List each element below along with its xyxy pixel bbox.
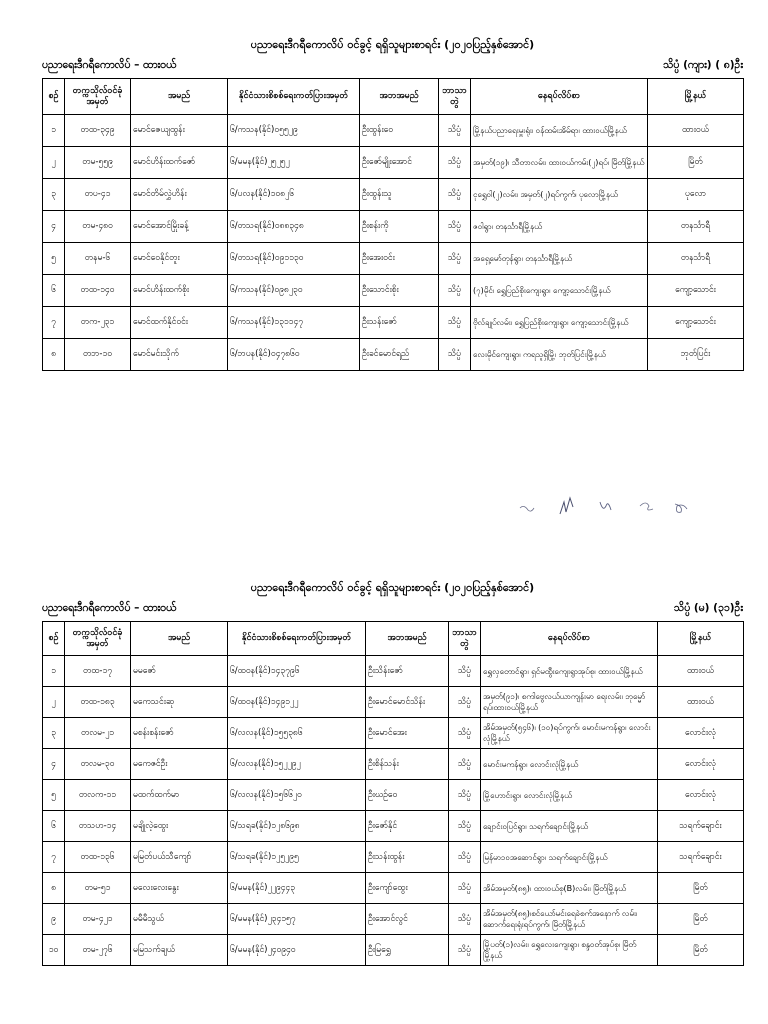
cell-township: မြိတ် (658, 904, 744, 935)
cell-exam-roll: တမ-၅၁ (65, 873, 131, 904)
cell-address: မြို့ပတ်(၁)လမ်း၊ ရွှေလေးကျေးရွာ၊ စန္ဒဝတ်အုပ်စု၊ မြိတ်မြို့နယ် (481, 935, 658, 966)
cell-no: ၅ (43, 243, 65, 275)
cell-exam-roll: တလက-၁၁ (65, 780, 131, 811)
table-body (43, 656, 744, 966)
cell-township: ကျော့သောင်း (648, 275, 744, 307)
students-table (42, 78, 744, 371)
cell-no: ၁ (43, 115, 65, 147)
cell-address: ဗိုလ်ချုပ်လမ်း၊ ရွှေပြည်စိုးကျေးရွာ၊ ကျော့သောင်းမြို့နယ် (471, 307, 648, 339)
cell-name: မောင်ဇေယျထွန်း (131, 115, 228, 147)
cell-address: အမှတ်(၉၁)၊ စကါဗွေလယ်ယာကျန်းမာ ရေးလမ်း၊ ဘုမ္မော်ရပ်၊ထားဝယ်မြို့နယ် (481, 687, 658, 718)
cell-exam-roll: တထ-၁၄၀ (65, 275, 131, 307)
cell-father: ဦးသန်းဇော် (360, 307, 439, 339)
cell-address: ချောင်းဝပြင်ရွာ၊ သရက်ချောင်းမြို့နယ် (481, 811, 658, 842)
cell-exam-roll: တထ-၁၃၆ (65, 842, 131, 873)
table-row (43, 243, 744, 275)
cell-father: ဦးအောင်လွင် (366, 904, 449, 935)
section-female-science (42, 581, 743, 966)
cell-nrc: ၆/လလန(နိုင်)၁၅၆၆၂၀ (228, 780, 366, 811)
cell-subject: သိပ္ပံ (449, 811, 481, 842)
table-row (43, 339, 744, 371)
cell-exam-roll: တထ-၁၈၃ (65, 687, 131, 718)
cell-address: အိမ်အမှတ်(၈၅)၊စင်ယော်မင်းရေခဲစက်အနောက် လမ်း၊ ဆောက်ရေးရုံးရပ်ကွက်၊ မြိတ်မြို့နယ် (481, 904, 658, 935)
cell-name: မကေသင်းဆု (131, 687, 228, 718)
cell-subject: သိပ္ပံ (449, 718, 481, 749)
cell-nrc: ၆/ပလန(နိုင်)၁၀၈၂၆ (228, 179, 360, 211)
col-header-no: စဉ် (43, 79, 65, 115)
count-label: သိပ္ပံ (မ) (၃၁)ဦး (674, 602, 743, 614)
col-header-exam-roll: တက္ကသိုလ်ဝင်ခုံအမှတ် (65, 79, 131, 115)
cell-nrc: ၆/မမန(နိုင်)၂၂၉၄၄၃ (228, 873, 366, 904)
cell-nrc: ၆/ထဝန(နိုင်)၁၄၃၇၉၆ (228, 656, 366, 687)
cell-address: မြို့ဟောင်းရွာ၊ လောင်းလုံမြို့နယ် (481, 780, 658, 811)
cell-township: တနင်္သာရီ (648, 211, 744, 243)
cell-exam-roll: တက-၂၃၁ (65, 307, 131, 339)
cell-nrc: ၆/ကသန(နိုင်)၀၅၅၂၉ (228, 115, 360, 147)
cell-township: ကျော့သောင်း (648, 307, 744, 339)
cell-township: လောင်းလုံ (658, 780, 744, 811)
cell-township: မြိတ် (648, 147, 744, 179)
cell-subject: သိပ္ပံ (439, 339, 471, 371)
cell-township: မြိတ် (658, 873, 744, 904)
cell-no: ၇ (43, 842, 65, 873)
count-label: သိပ္ပံ (ကျား) ( ၈)ဦး (663, 59, 743, 71)
cell-nrc: ၆/သရခ(နိုင်)၁၂၈၆၉၈ (228, 811, 366, 842)
table-row (43, 780, 744, 811)
table-row (43, 687, 744, 718)
section-male-science (42, 38, 743, 371)
cell-father: ဦးသောင်းစိုး (360, 275, 439, 307)
cell-subject: သိပ္ပံ (439, 275, 471, 307)
cell-no: ၆ (43, 275, 65, 307)
signatures (515, 496, 725, 518)
college-name: ပညာရေးဒီဂရီကောလိပ် – ထားဝယ် (42, 59, 177, 71)
cell-exam-roll: တလမ-၂၁ (65, 718, 131, 749)
cell-address: ဇဝါရွာ၊ တနင်္သာရီမြို့နယ် (471, 211, 648, 243)
cell-subject: သိပ္ပံ (449, 656, 481, 687)
cell-name: မစန်းစန်းဇော် (131, 718, 228, 749)
cell-address: အရှေ့မော်တုန်ရွာ၊ တနင်္သာရီမြို့နယ် (471, 243, 648, 275)
col-header-name: အမည် (131, 622, 228, 656)
cell-nrc: ၆/လလန(နိုင်)၁၅၅၃၈၆ (228, 718, 366, 749)
cell-exam-roll: တမ-၄၈၀ (65, 211, 131, 243)
cell-no: ၈ (43, 873, 65, 904)
cell-father: ဦးဇော်မျိုးအောင် (360, 147, 439, 179)
cell-exam-roll: တပ-၄၁ (65, 179, 131, 211)
subheader-row (42, 601, 743, 615)
cell-father: ဦးအေးဝင်း (360, 243, 439, 275)
cell-father: ဦးထွန်းသူ (360, 179, 439, 211)
cell-no: ၁ (43, 656, 65, 687)
cell-nrc: ၆/လလန(နိုင်)၁၅၂၂၉၂ (228, 749, 366, 780)
cell-township: တနင်္သာရီ (648, 243, 744, 275)
cell-subject: သိပ္ပံ (449, 873, 481, 904)
col-header-father: အဘအမည် (366, 622, 449, 656)
cell-no: ၉ (43, 904, 65, 935)
cell-nrc: ၆/မမန(နိုင်)၂၃၄၁၅၇ (228, 904, 366, 935)
cell-subject: သိပ္ပံ (449, 935, 481, 966)
cell-address: အိမ်အမှတ်(၅၄၆)၊ (၁၀)ရပ်ကွက်၊ မောင်းမကန်ရွာ၊ လောင်းလုံမြို့နယ် (481, 718, 658, 749)
col-header-address: နေရပ်လိပ်စာ (481, 622, 658, 656)
cell-no: ၃ (43, 718, 65, 749)
cell-name: မောင်ဝေနိုင်တူး (131, 243, 228, 275)
table-row (43, 811, 744, 842)
cell-father: ဦးသိန်းဇော် (366, 656, 449, 687)
cell-father: ဦးစန်းကို (360, 211, 439, 243)
col-header-address: နေရပ်လိပ်စာ (471, 79, 648, 115)
cell-exam-roll: တလမ-၃၀ (65, 749, 131, 780)
table-header-row (43, 79, 744, 115)
cell-father: ဦးကျော်ထွေး (366, 873, 449, 904)
cell-no: ၂ (43, 687, 65, 718)
document-title: ပညာရေးဒီဂရီကောလိပ် ဝင်ခွင့် ရရှိသူများစာရင်း (၂၀၂၀ပြည့်နှစ်အောင်) (250, 581, 535, 594)
cell-name: မမီမီသွယ် (131, 904, 228, 935)
cell-township: လောင်းလုံ (658, 749, 744, 780)
cell-nrc: ၆/ထဝန(နိုင်)၁၄၉၁၂၂ (228, 687, 366, 718)
cell-subject: သိပ္ပံ (449, 687, 481, 718)
table-row (43, 115, 744, 147)
cell-exam-roll: တဘ-၁၀ (65, 339, 131, 371)
cell-nrc: ၆/ကသန(နိုင်)၀၉၈၂၃၀ (228, 275, 360, 307)
col-header-nrc: နိုင်ငံသားစိစစ်ရေးကတ်ပြားအမှတ် (228, 622, 366, 656)
cell-name: မလေးလေးနွေး (131, 873, 228, 904)
table-row (43, 749, 744, 780)
cell-no: ၆ (43, 811, 65, 842)
col-header-name: အမည် (131, 79, 228, 115)
cell-father: ဦးစိန်သန်း (366, 749, 449, 780)
cell-no: ၄ (43, 211, 65, 243)
cell-no: ၈ (43, 339, 65, 371)
cell-exam-roll: တမ-၄၂၁ (65, 904, 131, 935)
cell-address: အမှတ်(၁၉)၊ သီတာလမ်း၊ ထားဝယ်ကမ်း(၂)ရပ်၊ မြိတ်မြို့နယ် (471, 147, 648, 179)
cell-no: ၁၀ (43, 935, 65, 966)
col-header-father: အဘအမည် (360, 79, 439, 115)
cell-nrc: ၆/မမန(နိုင်)၂၅၂၅၂ (228, 147, 360, 179)
cell-exam-roll: တမ-၅၅၉ (65, 147, 131, 179)
document-title: ပညာရေးဒီဂရီကောလိပ် ဝင်ခွင့် ရရှိသူများစာရင်း (၂၀၂၀ပြည့်နှစ်အောင်) (250, 38, 535, 51)
cell-exam-roll: တမ-၂၇၆ (65, 935, 131, 966)
col-header-subject: ဘာသာတွဲ (439, 79, 471, 115)
cell-nrc: ၆/သရခ(နိုင်)၁၂၅၂၉၅ (228, 842, 366, 873)
table-row (43, 935, 744, 966)
cell-name: မမြတ်ပယ်သီကျော် (131, 842, 228, 873)
table-row (43, 307, 744, 339)
cell-no: ၂ (43, 147, 65, 179)
cell-no: ၃ (43, 179, 65, 211)
cell-township: ပုလော (648, 179, 744, 211)
cell-name: မကေဇင်ဦး (131, 749, 228, 780)
cell-township: သရက်ချောင်း (658, 811, 744, 842)
cell-name: မောင်အောင်မြိုးခန့် (131, 211, 228, 243)
cell-nrc: ၆/ကသန(နိုင်)၁၃၁၁၄၇ (228, 307, 360, 339)
cell-nrc: ၆/မမန(နိုင်)၂၄၀၉၄၀ (228, 935, 366, 966)
cell-exam-roll: တထ-၃၄၉ (65, 115, 131, 147)
cell-address: မောင်းမကန်ရွာ၊ လောင်းလုံမြို့နယ် (481, 749, 658, 780)
cell-subject: သိပ္ပံ (439, 115, 471, 147)
cell-address: (၇)မိုင်၊ ရွှေပြည်စိုးကျေးရွာ၊ ကျော့သောင်းမြို့နယ် (471, 275, 648, 307)
cell-name: မောင်ထက်နိုင်ဝင်း (131, 307, 228, 339)
cell-subject: သိပ္ပံ (449, 749, 481, 780)
cell-subject: သိပ္ပံ (449, 904, 481, 935)
cell-address: ရွှေလှတောင်ရွာ၊ ရှင်မထွီးကျေးရွာအုပ်စု၊ ထားဝယ်မြို့နယ် (481, 656, 658, 687)
table-row (43, 656, 744, 687)
cell-exam-roll: တသဟ-၁၄ (65, 811, 131, 842)
cell-township: သရက်ချောင်း (658, 842, 744, 873)
cell-subject: သိပ္ပံ (439, 211, 471, 243)
cell-name: မောင်ဟိန်းထက်စိုး (131, 275, 228, 307)
cell-father: ဦးမြရွှေ (366, 935, 449, 966)
cell-address: မြို့နယ်ပညာရေးမှူးရုံး၊ ဝန်ထမ်းအိမ်ရာ၊ ထားဝယ်မြို့နယ် (471, 115, 648, 147)
col-header-nrc: နိုင်ငံသားစိစစ်ရေးကတ်ပြားအမှတ် (228, 79, 360, 115)
table-row (43, 211, 744, 243)
subheader-row (42, 58, 743, 72)
cell-father: ဦးဃဉ်ဝေ (366, 780, 449, 811)
table-body (43, 115, 744, 371)
cell-address: မြန်မာ၁၀အဆောင်ရွာ၊ သရက်ချောင်းမြို့နယ် (481, 842, 658, 873)
cell-name: မောင်မင်းသိုက် (131, 339, 228, 371)
col-header-township: မြို့နယ် (658, 622, 744, 656)
col-header-exam-roll: တက္ကသိုလ်ဝင်ခုံအမှတ် (65, 622, 131, 656)
table-row (43, 275, 744, 307)
cell-no: ၅ (43, 780, 65, 811)
cell-name: မောင်ဟိန်းထက်ဇော် (131, 147, 228, 179)
cell-father: ဦးထွန်းဝေ (360, 115, 439, 147)
cell-father: ဦးသန်းထွန်း (366, 842, 449, 873)
col-header-no: စဉ် (43, 622, 65, 656)
table-row (43, 147, 744, 179)
col-header-subject: ဘာသာတွဲ (449, 622, 481, 656)
college-name: ပညာရေးဒီဂရီကောလိပ် – ထားဝယ် (42, 602, 177, 614)
cell-no: ၇ (43, 307, 65, 339)
table-header-row (43, 622, 744, 656)
cell-name: မောင်တိမ်လွှဲဟိန်း (131, 179, 228, 211)
cell-township: ထားဝယ် (648, 115, 744, 147)
table-row (43, 842, 744, 873)
cell-name: မမြသက်ချယ် (131, 935, 228, 966)
cell-name: မချိုလဲ့ထွေး (131, 811, 228, 842)
cell-name: မမဇော် (131, 656, 228, 687)
cell-nrc: ၆/တသရ(နိုင်)၀၉၁၁၃၀ (228, 243, 360, 275)
cell-father: ဦးဇော်နိုင် (366, 811, 449, 842)
cell-township: ထားဝယ် (658, 656, 744, 687)
cell-father: ဦးမောင်မောင်သိန်း (366, 687, 449, 718)
cell-address: ငုရွှေဝါ(၂)လမ်း၊ အမှတ်(၂)ရပ်ကွက်၊ ပုလောမြို့နယ် (471, 179, 648, 211)
cell-township: မြိတ် (658, 935, 744, 966)
cell-subject: သိပ္ပံ (439, 307, 471, 339)
cell-exam-roll: တထ-၁၇ (65, 656, 131, 687)
cell-exam-roll: တနမ-၆ (65, 243, 131, 275)
cell-name: မထက်ထက်မာ (131, 780, 228, 811)
cell-address: လေးမိုင်ကျေးရွာ၊ ကရသူရှိမြို့၊ ဘုတ်ပြင်းမြို့နယ် (471, 339, 648, 371)
col-header-township: မြို့နယ် (648, 79, 744, 115)
cell-township: လောင်းလုံ (658, 718, 744, 749)
cell-subject: သိပ္ပံ (439, 243, 471, 275)
cell-address: အိမ်အမှတ်(၈၅)၊ ထားဝယ်စု(B)လမ်း၊ မြိတ်မြို့နယ် (481, 873, 658, 904)
table-row (43, 873, 744, 904)
cell-township: ဘုတ်ပြင်း (648, 339, 744, 371)
cell-father: ဦးခင်မောင်ရည် (360, 339, 439, 371)
table-row (43, 179, 744, 211)
cell-nrc: ၆/ဘပန(နိုင်)၀၄၇၈၆၀ (228, 339, 360, 371)
cell-subject: သိပ္ပံ (449, 780, 481, 811)
table-row (43, 718, 744, 749)
cell-subject: သိပ္ပံ (439, 147, 471, 179)
cell-nrc: ၆/တသရ(နိုင်)၀၈၈၃၄၈ (228, 211, 360, 243)
cell-no: ၄ (43, 749, 65, 780)
cell-subject: သိပ္ပံ (439, 179, 471, 211)
cell-father: ဦးမောင်အေး (366, 718, 449, 749)
cell-subject: သိပ္ပံ (449, 842, 481, 873)
students-table (42, 621, 744, 966)
table-row (43, 904, 744, 935)
cell-township: ထားဝယ် (658, 687, 744, 718)
